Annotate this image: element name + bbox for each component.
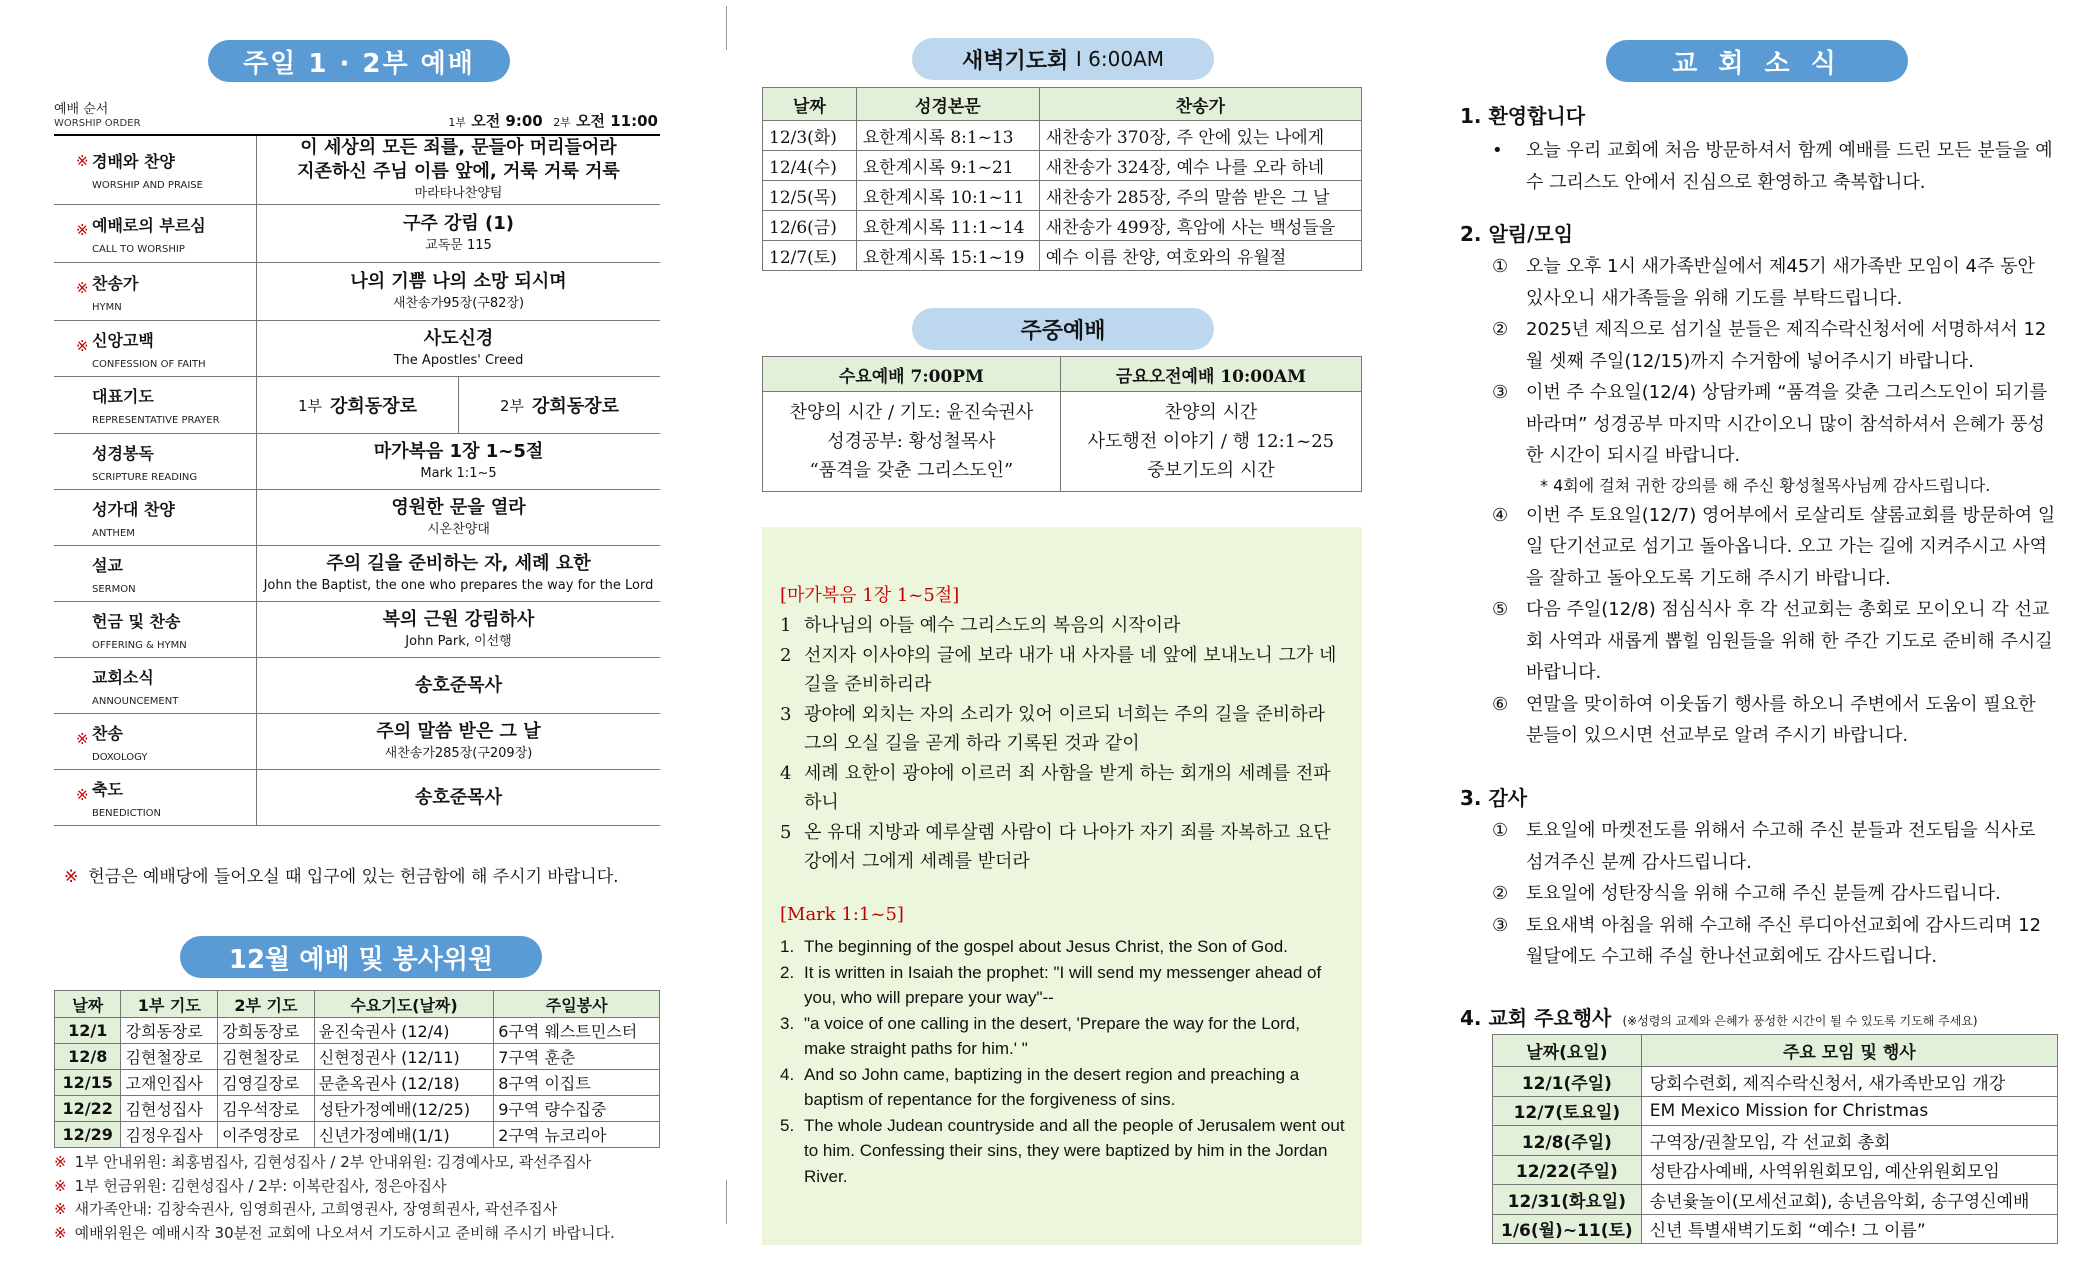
news-notice-sub: * 4회에 걸쳐 귀한 강의를 해 주신 황성철목사님께 감사드립니다. bbox=[1540, 475, 1991, 495]
scripture-verse-en: 2. It is written in Isaiah the prophet: "I will send my messenger ahead of you, who will prepare your way"-- bbox=[780, 962, 1322, 1007]
news-events-note: (※성령의 교제와 은혜가 풍성한 시간이 될 수 있도록 기도해 주세요) bbox=[1622, 1014, 1978, 1028]
news-events bbox=[1460, 1002, 2060, 1031]
midweek-title: 주중예배 bbox=[912, 308, 1214, 350]
servers-cell: 이주영장로 bbox=[218, 1122, 315, 1148]
worship-item-detail: Mark 1:1~5 bbox=[420, 465, 497, 481]
worship-item-name: 대표기도 bbox=[92, 387, 154, 406]
news-item: ⑥ 연말을 맞이하여 이웃돕기 행사를 하오니 주변에서 도움이 필요한 분들이 있으시면 선교부로 알려 주시기 바랍니다. bbox=[1492, 693, 2036, 746]
servers-cell: 강희동장로 bbox=[121, 1018, 218, 1044]
dawn-cell: 12/4(수) bbox=[763, 151, 857, 181]
worship-item-name-en: DOXOLOGY bbox=[92, 751, 148, 763]
worship-item-name: 찬송가 bbox=[92, 273, 139, 293]
news-welcome-heading: 1. 환영합니다 bbox=[1460, 104, 1586, 128]
worship-item-name-en: OFFERING & HYMN bbox=[92, 639, 187, 651]
news-events-heading: 4. 교회 주요행사 bbox=[1460, 1006, 1612, 1030]
news-item: ② 토요일에 성탄장식을 위해 수고해 주신 분들께 감사드립니다. bbox=[1492, 883, 2001, 904]
scripture-ko-title: [마가복음 1장 1~5절] bbox=[780, 585, 960, 606]
worship-item-title: 주의 말씀 받은 그 날 bbox=[376, 720, 541, 742]
servers-cell: 김현성집사 bbox=[121, 1096, 218, 1122]
worship-item-title: 송호준목사 bbox=[415, 786, 502, 808]
offering-note: ※ 헌금은 예배당에 들어오실 때 입구에 있는 헌금함에 해 주시기 바랍니다. bbox=[64, 867, 619, 887]
dawn-cell: 예수 이름 찬양, 여호와의 유월절 bbox=[1039, 241, 1361, 271]
servers-header: 1부 기도 bbox=[121, 991, 218, 1018]
servers-cell: 김정우집사 bbox=[121, 1122, 218, 1148]
table-row bbox=[55, 1070, 660, 1096]
worship-row bbox=[54, 770, 660, 826]
events-cell: EM Mexico Mission for Christmas bbox=[1641, 1096, 2057, 1126]
table-row bbox=[763, 121, 1362, 151]
worship-item-title: 복의 근원 강림하사 bbox=[382, 608, 535, 630]
worship-item-name: 축도 bbox=[92, 779, 123, 799]
table-row bbox=[1493, 1214, 2058, 1244]
worship-row-content bbox=[257, 136, 661, 205]
servers-note: ※ 1부 헌금위원: 김현성집사 / 2부: 이복란집사, 정은아집사 bbox=[54, 1176, 447, 1195]
worship-item-name: 찬송 bbox=[92, 723, 123, 743]
asterisk-icon: ※ bbox=[76, 337, 89, 355]
news-section bbox=[1460, 100, 2060, 198]
servers-cell: 김우석장로 bbox=[218, 1096, 315, 1122]
worship-row bbox=[54, 714, 660, 770]
asterisk-icon: ※ bbox=[76, 279, 89, 297]
worship-row-label bbox=[54, 377, 257, 434]
table-row bbox=[55, 1096, 660, 1122]
events-cell: 12/31(화요일) bbox=[1493, 1185, 1642, 1215]
dawn-prayer-title: 새벽기도회 I 6:00AM bbox=[912, 38, 1214, 80]
servers-cell: 윤진숙권사 (12/4) bbox=[314, 1018, 494, 1044]
news-item: ① 토요일에 마켓전도를 위해서 수고해 주신 분들과 전도팀을 식사로 섬겨주신 분께 감사드립니다. bbox=[1492, 820, 2036, 873]
servers-cell: 김현철장로 bbox=[121, 1044, 218, 1070]
worship-item-title-2: 지존하신 주님 이름 앞에, 거룩 거룩 거룩 bbox=[297, 161, 620, 182]
worship-item-detail: 마라타나찬양팀 bbox=[414, 186, 503, 201]
column-divider-bottom bbox=[726, 1180, 727, 1224]
scripture-verse: 5 온 유대 지방과 예루살렘 사람이 다 나아가 자기 죄를 자복하고 요단 강에서 그에게 세례를 받더라 bbox=[780, 821, 1331, 872]
worship-item-detail: 시온찬양대 bbox=[427, 521, 490, 537]
dawn-cell: 새찬송가 370장, 주 안에 있는 나에게 bbox=[1039, 121, 1361, 151]
servers-cell: 강희동장로 bbox=[218, 1018, 315, 1044]
worship-item-detail: 교독문 115 bbox=[425, 237, 492, 253]
worship-row-content bbox=[257, 490, 661, 546]
dawn-cell: 요한계시록 8:1~13 bbox=[856, 121, 1039, 151]
servers-header: 주일봉사 bbox=[494, 991, 660, 1018]
worship-item-name: 경배와 찬양 bbox=[92, 152, 175, 171]
worship-row-label bbox=[54, 546, 257, 602]
worship-item-title: 마가복음 1장 1~5절 bbox=[373, 440, 544, 462]
worship-row-label bbox=[54, 136, 257, 205]
worship-item-name-en: HYMN bbox=[92, 301, 122, 313]
worship-order-header bbox=[54, 96, 660, 136]
servers-cell: 신년가정예배(1/1) bbox=[314, 1122, 494, 1148]
dawn-header: 찬송가 bbox=[1039, 88, 1361, 121]
worship-row-label bbox=[54, 321, 257, 377]
worship-row-content bbox=[257, 205, 661, 263]
scripture-verse: 3 광야에 외치는 자의 소리가 있어 이르되 너희는 주의 길을 준비하라 그의 오실 길을 곧게 하라 기록된 것과 같이 bbox=[780, 703, 1325, 754]
worship-item-title: 송호준목사 bbox=[415, 674, 502, 696]
dawn-cell: 12/7(토) bbox=[763, 241, 857, 271]
servers-notes bbox=[54, 1151, 615, 1245]
news-notices-heading: 2. 알림/모임 bbox=[1460, 222, 1574, 246]
worship-row bbox=[54, 546, 660, 602]
events-cell: 구역장/권찰모임, 각 선교회 총회 bbox=[1641, 1126, 2057, 1156]
table-row bbox=[1493, 1126, 2058, 1156]
servers-cell: 7구역 훈춘 bbox=[494, 1044, 660, 1070]
worship-row-content bbox=[257, 602, 661, 658]
worship-row bbox=[54, 434, 660, 490]
table-row bbox=[55, 1018, 660, 1044]
dawn-cell: 새찬송가 499장, 흑암에 사는 백성들을 bbox=[1039, 211, 1361, 241]
worship-item-name-en: CONFESSION OF FAITH bbox=[92, 358, 206, 370]
dawn-header: 날짜 bbox=[763, 88, 857, 121]
worship-row-content bbox=[257, 546, 661, 602]
worship-item-name-en: BENEDICTION bbox=[92, 807, 162, 819]
worship-item-name-en: ANTHEM bbox=[92, 527, 135, 539]
news-welcome-text: • 오늘 우리 교회에 처음 방문하셔서 함께 예배를 드린 모든 분들을 예수 그리스도 안에서 진심으로 환영하고 축복합니다. bbox=[1492, 140, 2053, 193]
servers-cell: 6구역 웨스트민스터 bbox=[494, 1018, 660, 1044]
events-cell: 당회수련회, 제직수락신청서, 새가족반모임 개강 bbox=[1641, 1067, 2057, 1097]
worship-item-title: 나의 기쁨 나의 소망 되시며 bbox=[350, 270, 567, 292]
servers-header: 2부 기도 bbox=[218, 991, 315, 1018]
worship-row-label bbox=[54, 490, 257, 546]
servers-cell: 김현철장로 bbox=[218, 1044, 315, 1070]
worship-title: 주일 1 · 2부 예배 bbox=[208, 40, 510, 82]
table-row bbox=[763, 211, 1362, 241]
scripture-box bbox=[762, 527, 1362, 1245]
events-cell: 12/7(토요일) bbox=[1493, 1096, 1642, 1126]
news-item: ① 오늘 오후 1시 새가족반실에서 제45기 새가족반 모임이 4주 동안 있사오니 새가족들을 위해 기도를 부탁드립니다. bbox=[1492, 256, 2035, 309]
dawn-cell: 요한계시록 11:1~14 bbox=[856, 211, 1039, 241]
scripture-verse-en: 5. The whole Judean countryside and all the people of Jerusalem went out to him. Confessing their sins, they were baptized by him in the Jordan River. bbox=[780, 1115, 1345, 1186]
worship-item-name-en: SERMON bbox=[92, 583, 136, 595]
servers-note: ※ 새가족안내: 김창숙권사, 임영희권사, 고희영권사, 장영희권사, 곽선주집사 bbox=[54, 1200, 558, 1218]
worship-item-name: 성경봉독 bbox=[92, 443, 154, 463]
worship-row bbox=[54, 321, 660, 377]
servers-header: 날짜 bbox=[55, 991, 121, 1018]
worship-item-name-en: WORSHIP AND PRAISE bbox=[92, 180, 203, 191]
worship-item-name: 교회소식 bbox=[92, 667, 154, 687]
servers-cell: 12/8 bbox=[55, 1044, 121, 1070]
worship-item-name-en: REPRESENTATIVE PRAYER bbox=[92, 415, 220, 426]
fri-header: 금요오전예배 10:00AM bbox=[1060, 357, 1361, 392]
table-row bbox=[763, 241, 1362, 271]
worship-item-title: 이 세상의 모든 죄를, 문들아 머리들어라 bbox=[300, 137, 617, 158]
worship-item-name: 설교 bbox=[92, 555, 123, 575]
worship-item-name: 성가대 찬양 bbox=[92, 499, 175, 519]
fri-content: 찬양의 시간 사도행전 이야기 / 행 12:1~25 중보기도의 시간 bbox=[1060, 392, 1361, 492]
worship-row-content bbox=[257, 434, 661, 490]
events-table bbox=[1492, 1034, 2058, 1244]
worship-row bbox=[54, 602, 660, 658]
servers-cell: 2구역 뉴코리아 bbox=[494, 1122, 660, 1148]
worship-item-detail: John the Baptist, the one who prepares the way for the Lord bbox=[263, 577, 654, 593]
prayer-first-service: 1부 강희동장로 bbox=[257, 377, 459, 433]
worship-row-label bbox=[54, 770, 257, 826]
asterisk-icon: ※ bbox=[76, 730, 89, 748]
events-header: 주요 모임 및 행사 bbox=[1641, 1035, 2057, 1067]
scripture-en-title: [Mark 1:1~5] bbox=[780, 904, 904, 925]
servers-cell: 9구역 량수집중 bbox=[494, 1096, 660, 1122]
servers-note: ※ 1부 안내위원: 최홍범집사, 김현성집사 / 2부 안내위원: 김경예사모, 곽선주집사 bbox=[54, 1153, 592, 1171]
wed-content: 찬양의 시간 / 기도: 윤진숙권사 성경공부: 황성철목사 “품격을 갖춘 그리스도인” bbox=[763, 392, 1061, 492]
wed-header: 수요예배 7:00PM bbox=[763, 357, 1061, 392]
worship-row-content bbox=[257, 377, 661, 434]
servers-cell: 12/15 bbox=[55, 1070, 121, 1096]
servers-cell: 신현정권사 (12/11) bbox=[314, 1044, 494, 1070]
table-row bbox=[55, 1044, 660, 1070]
events-cell: 12/22(주일) bbox=[1493, 1155, 1642, 1185]
worship-row bbox=[54, 490, 660, 546]
worship-item-detail: 새찬송가285장(구209장) bbox=[384, 745, 533, 761]
servers-table bbox=[54, 990, 660, 1148]
servers-cell: 성탄가정예배(12/25) bbox=[314, 1096, 494, 1122]
worship-row bbox=[54, 136, 660, 205]
news-notices bbox=[1460, 218, 2060, 752]
worship-item-name: 예배로의 부르심 bbox=[92, 215, 206, 235]
news-item: ③ 이번 주 수요일(12/4) 상담카페 “품격을 갖춘 그리스도인이 되기를 바라며” 성경공부 마지막 시간이오니 많이 참석하셔서 은혜가 풍성한 시간이 되시길 바랍니다. bbox=[1492, 382, 2048, 466]
table-row bbox=[763, 151, 1362, 181]
asterisk-icon: ※ bbox=[76, 221, 89, 239]
table-row bbox=[1493, 1155, 2058, 1185]
servers-cell: 12/1 bbox=[55, 1018, 121, 1044]
table-row bbox=[1493, 1185, 2058, 1215]
table-row bbox=[1493, 1067, 2058, 1097]
events-cell: 12/1(주일) bbox=[1493, 1067, 1642, 1097]
worship-order-label-en: WORSHIP ORDER bbox=[54, 118, 141, 129]
dawn-header: 성경본문 bbox=[856, 88, 1039, 121]
scripture-verse-en: 4. And so John came, baptizing in the desert region and preaching a baptism of repentance for the forgiveness of sins. bbox=[780, 1064, 1300, 1109]
dawn-cell: 새찬송가 324장, 예수 나를 오라 하네 bbox=[1039, 151, 1361, 181]
news-thanks-heading: 3. 감사 bbox=[1460, 786, 1528, 810]
worship-item-name-en: CALL TO WORSHIP bbox=[92, 243, 185, 255]
table-row bbox=[55, 1122, 660, 1148]
news-thanks bbox=[1460, 782, 2060, 973]
news-item: ⑤ 다음 주일(12/8) 점심식사 후 각 선교회는 총회로 모이오니 각 선교회 사역과 새롭게 뽑힐 임원들을 위해 한 주간 기도로 준비해 주시길 바랍니다. bbox=[1492, 599, 2053, 683]
column-divider-top bbox=[726, 6, 727, 50]
asterisk-icon: ※ bbox=[76, 152, 89, 170]
news-item: ② 2025년 제직으로 섬기실 분들은 제직수락신청서에 서명하셔서 12월 셋째 주일(12/15)까지 수거함에 넣어주시기 바랍니다. bbox=[1492, 319, 2047, 372]
scripture-verse: 4 세례 요한이 광야에 이르러 죄 사함을 받게 하는 회개의 세례를 전파하니 bbox=[780, 762, 1331, 813]
dawn-prayer-table bbox=[762, 87, 1362, 271]
worship-item-title: 주의 길을 준비하는 자, 세례 요한 bbox=[326, 552, 591, 574]
dawn-cell: 요한계시록 10:1~11 bbox=[856, 181, 1039, 211]
scripture-verse: 2 선지자 이사야의 글에 보라 내가 내 사자를 네 앞에 보내노니 그가 네 길을 준비하리라 bbox=[780, 644, 1337, 695]
events-cell: 송년윷놀이(모세선교회), 송년음악회, 송구영신예배 bbox=[1641, 1185, 2057, 1215]
servers-cell: 12/29 bbox=[55, 1122, 121, 1148]
worship-row-content bbox=[257, 714, 661, 770]
worship-order-label: 예배 순서 bbox=[54, 102, 109, 117]
servers-cell: 8구역 이집트 bbox=[494, 1070, 660, 1096]
worship-item-name-en: SCRIPTURE READING bbox=[92, 471, 198, 483]
worship-item-name: 신앙고백 bbox=[92, 330, 154, 350]
worship-times: 1부 오전 9:00 2부 오전 11:00 bbox=[448, 112, 658, 130]
scripture-ko-verses bbox=[780, 611, 1345, 877]
worship-item-name-en: ANNOUNCEMENT bbox=[92, 695, 179, 707]
servers-header: 수요기도(날짜) bbox=[314, 991, 494, 1018]
midweek-table bbox=[762, 356, 1362, 492]
worship-item-title: 영원한 문을 열라 bbox=[391, 496, 526, 518]
dawn-cell: 요한계시록 15:1~19 bbox=[856, 241, 1039, 271]
dawn-cell: 12/5(목) bbox=[763, 181, 857, 211]
worship-row-content bbox=[257, 658, 661, 714]
worship-item-name: 헌금 및 찬송 bbox=[92, 611, 181, 631]
servers-note: ※ 예배위원은 예배시작 30분전 교회에 나오셔서 기도하시고 준비해 주시기 바랍니다. bbox=[54, 1223, 615, 1242]
worship-row-content bbox=[257, 263, 661, 321]
servers-cell: 문춘옥권사 (12/18) bbox=[314, 1070, 494, 1096]
prayer-second-service: 2부 강희동장로 bbox=[500, 396, 619, 417]
table-row bbox=[763, 181, 1362, 211]
servers-title: 12월 예배 및 봉사위원 bbox=[180, 936, 542, 978]
events-cell: 1/6(월)~11(토) bbox=[1493, 1214, 1642, 1244]
worship-row-label bbox=[54, 205, 257, 263]
worship-item-title: 사도신경 bbox=[423, 327, 494, 349]
scripture-verse-en: 1. The beginning of the gospel about Jesus Christ, the Son of God. bbox=[780, 937, 1288, 956]
dawn-cell: 12/6(금) bbox=[763, 211, 857, 241]
events-cell: 성탄감사예배, 사역위원회모임, 예산위원회모임 bbox=[1641, 1155, 2057, 1185]
table-row bbox=[1493, 1096, 2058, 1126]
worship-order-table bbox=[54, 136, 660, 826]
worship-row bbox=[54, 377, 660, 434]
worship-row-label bbox=[54, 714, 257, 770]
news-item: ③ 토요새벽 아침을 위해 수고해 주신 루디아선교회에 감사드리며 12월달에도 수고해 주실 한나선교회에도 감사드립니다. bbox=[1492, 914, 2042, 967]
dawn-cell: 요한계시록 9:1~21 bbox=[856, 151, 1039, 181]
asterisk-icon: ※ bbox=[76, 786, 89, 804]
worship-item-detail: John Park, 이선행 bbox=[405, 633, 512, 649]
worship-row-label bbox=[54, 434, 257, 490]
worship-row bbox=[54, 658, 660, 714]
scripture-verse-en: 3. "a voice of one calling in the desert, 'Prepare the way for the Lord, make straight paths for him.' " bbox=[780, 1013, 1300, 1058]
worship-row-label bbox=[54, 658, 257, 714]
worship-row-label bbox=[54, 602, 257, 658]
worship-item-detail: The Apostles' Creed bbox=[393, 352, 524, 368]
worship-item-title: 구주 강림 (1) bbox=[402, 212, 515, 234]
worship-row bbox=[54, 205, 660, 263]
servers-cell: 고재인집사 bbox=[121, 1070, 218, 1096]
scripture-en-verses bbox=[780, 934, 1345, 1189]
worship-row-content bbox=[257, 321, 661, 377]
worship-item-detail: 새찬송가95장(구82장) bbox=[392, 295, 525, 311]
dawn-cell: 새찬송가 285장, 주의 말씀 받은 그 날 bbox=[1039, 181, 1361, 211]
servers-cell: 김영길장로 bbox=[218, 1070, 315, 1096]
worship-row-label bbox=[54, 263, 257, 321]
scripture-verse: 1 하나님의 아들 예수 그리스도의 복음의 시작이라 bbox=[780, 615, 1181, 636]
worship-row-content bbox=[257, 770, 661, 826]
news-item: ④ 이번 주 토요일(12/7) 영어부에서 로살리토 샬롬교회를 방문하여 일일 단기선교로 섬기고 돌아옵니다. 오고 가는 길에 지켜주시고 사역을 잘하고 돌아오도록 기도해 주시기 바랍니다. bbox=[1492, 504, 2056, 589]
worship-row bbox=[54, 263, 660, 321]
servers-cell: 12/22 bbox=[55, 1096, 121, 1122]
news-title: 교 회 소 식 bbox=[1606, 40, 1908, 82]
dawn-cell: 12/3(화) bbox=[763, 121, 857, 151]
events-cell: 신년 특별새벽기도회 “예수! 그 이름” bbox=[1641, 1214, 2057, 1244]
events-cell: 12/8(주일) bbox=[1493, 1126, 1642, 1156]
events-header: 날짜(요일) bbox=[1493, 1035, 1642, 1067]
